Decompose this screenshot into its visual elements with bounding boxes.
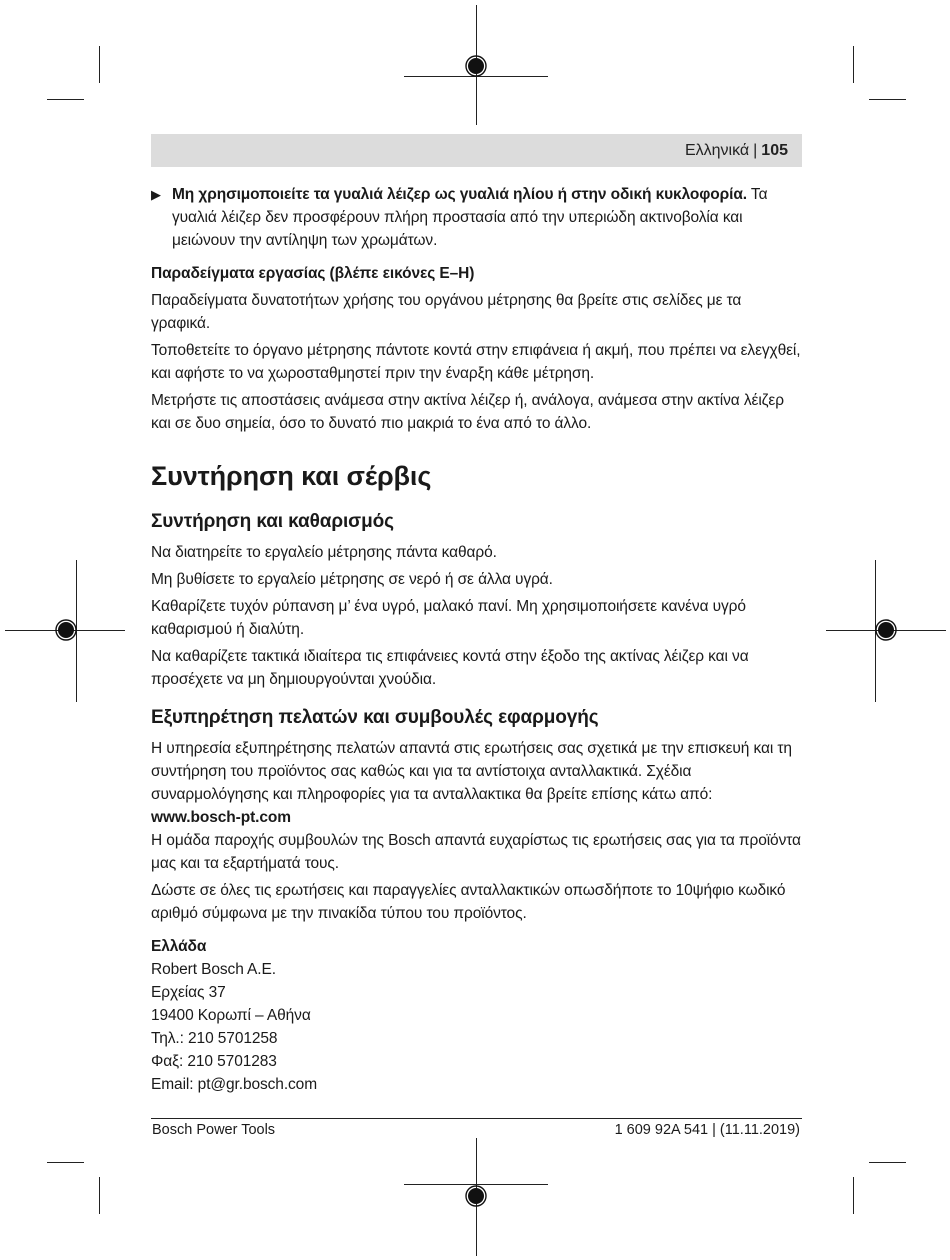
address-street: Ερχείας 37 <box>151 984 226 1001</box>
main-content <box>151 183 802 1096</box>
work-examples-heading: Παραδείγματα εργασίας (βλέπε εικόνες E–H) <box>151 265 475 282</box>
registration-target-icon <box>465 1185 487 1207</box>
service-heading: Εξυπηρέτηση πελατών και συμβουλές εφαρμογής <box>151 707 599 728</box>
address-city: 19400 Κορωπί – Αθήνα <box>151 1007 311 1024</box>
paragraph: Τοποθετείτε το όργανο μέτρησης πάντοτε κοντά στην επιφάνεια ή ακμή, που πρέπει να ελεγχθεί, και αφήστε το να χωροσταθμηστεί πριν την έναρξη κάθε μέτρηση. <box>151 342 801 382</box>
cleaning-heading: Συντήρηση και καθαρισμός <box>151 511 394 532</box>
paragraph: Μη βυθίσετε το εργαλείο μέτρησης σε νερό ή σε άλλα υγρά. <box>151 571 553 588</box>
crop-mark <box>853 1177 854 1214</box>
crop-mark <box>99 46 100 83</box>
paragraph: Να διατηρείτε το εργαλείο μέτρησης πάντα καθαρό. <box>151 544 497 561</box>
paragraph: Να καθαρίζετε τακτικά ιδιαίτερα τις επιφάνειες κοντά στην έξοδο της ακτίνας λέιζερ και να προσέχετε να μη δημιουργούνται χνούδια. <box>151 648 749 688</box>
crop-mark <box>869 99 906 100</box>
paragraph: Παραδείγματα δυνατοτήτων χρήσης του οργάνου μέτρησης θα βρείτε στις σελίδες με τα γραφικά. <box>151 292 742 332</box>
paragraph: Δώστε σε όλες τις ερωτήσεις και παραγγελίες ανταλλακτικών οπωσδήποτε το 10ψήφιο κωδικό αριθμό σύμφωνα με την πινακίδα τύπου του προϊόντος. <box>151 882 786 922</box>
paragraph: Καθαρίζετε τυχόν ρύπανση μ’ ένα υγρό, μαλακό πανί. Μη χρησιμοποιήσετε κανένα υγρό καθαρισμού ή διαλύτη. <box>151 598 746 638</box>
paragraph: Η υπηρεσία εξυπηρέτησης πελατών απαντά στις ερωτήσεις σας σχετικά με την επισκευή και τη συντήρηση του προϊόντος σας καθώς και για τα αντίστοιχα ανταλλακτικά. Σχέδια συναρμολόγησης και πληροφορίες για τα ανταλλακτικα θα βρείτε επίσης κάτω από: <box>151 740 792 803</box>
address-phone: Τηλ.: 210 5701258 <box>151 1030 278 1047</box>
address-company: Robert Bosch A.E. <box>151 961 276 978</box>
crop-mark <box>47 99 84 100</box>
crop-mark <box>869 1162 906 1163</box>
bullet-arrow-icon: ▶ <box>151 187 161 202</box>
page-header <box>151 134 802 167</box>
address-email[interactable]: Email: pt@gr.bosch.com <box>151 1076 318 1093</box>
footer-rule <box>151 1118 802 1119</box>
registration-target-icon <box>465 55 487 77</box>
section-title: Συντήρηση και σέρβις <box>151 461 432 491</box>
address-block <box>151 935 802 1096</box>
paragraph: Η ομάδα παροχής συμβουλών της Bosch απαντά ευχαρίστως τις ερωτήσεις σας για τα προϊόντα μας και τα εξαρτήματά τους. <box>151 832 801 872</box>
registration-target-icon <box>55 619 77 641</box>
crop-mark <box>853 46 854 83</box>
website-link[interactable]: www.bosch-pt.com <box>151 809 291 826</box>
address-fax: Φαξ: 210 5701283 <box>151 1053 277 1070</box>
address-country: Ελλάδα <box>151 938 207 955</box>
paragraph: Μετρήστε τις αποστάσεις ανάμεσα στην ακτίνα λέιζερ ή, ανάλογα, ανάμεσα στην ακτίνα λέιζερ και σε δυο σημεία, όσο το δυνατό πιο μακριά το ένα από το άλλο. <box>151 392 784 432</box>
footer-brand: Bosch Power Tools <box>152 1122 276 1138</box>
header-separator: | <box>753 142 758 159</box>
header-text <box>685 134 788 167</box>
crop-mark <box>99 1177 100 1214</box>
registration-target-icon <box>875 619 897 641</box>
warning-bold-text: Μη χρησιμοποιείτε τα γυαλιά λέιζερ ως γυαλιά ηλίου ή στην οδική κυκλοφορία. <box>172 186 747 203</box>
crop-mark <box>47 1162 84 1163</box>
header-language: Ελληνικά <box>684 142 750 159</box>
warning-text: Τα γυαλιά λέιζερ δεν προσφέρουν πλήρη προστασία από την υπεριώδη ακτινοβολία και μειώνουν την αντίληψη των χρωμάτων. <box>172 186 768 249</box>
warning-item <box>151 183 802 252</box>
footer-doc-number: 1 609 92A 541 | (11.11.2019) <box>614 1122 800 1138</box>
page-number: 105 <box>761 142 788 159</box>
